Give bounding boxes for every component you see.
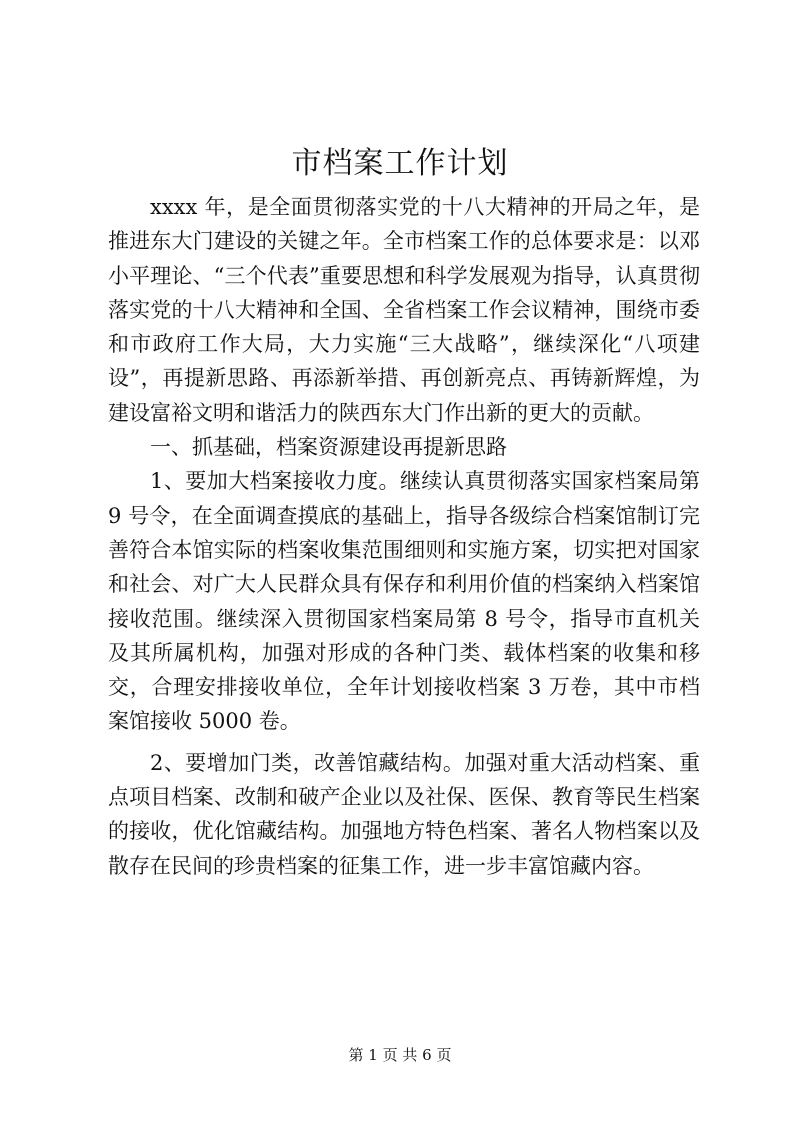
section-heading: 一、抓基础，档案资源建设再提新思路 — [150, 435, 507, 460]
item-1-paragraph: 1、要加大档案接收力度。继续认真贯彻落实国家档案局第 9 号令，在全面调查摸底的基础上，指导各级综合档案馆制订完善符合本馆实际的档案收集范围细则和实施方案，切实把对国家和社会、对广大人民群众具有保存和利用价值的档案纳入档案馆接收范围。继续深入贯彻国家档案局第 8 号令，指导市直机关及其所属机构，加强对形成的各种门类、载体档案的收集和移交，合理安排接收单位，全年计划接收档案 3 万卷，其中市档案馆接收 5000 卷。 — [108, 469, 700, 734]
item-2-paragraph: 2、要增加门类，改善馆藏结构。加强对重大活动档案、重点项目档案、改制和破产企业以及社保、医保、教育等民生档案的接收，优化馆藏结构。加强地方特色档案、著名人物档案以及散存在民间的珍贵档案的征集工作，进一步丰富馆藏内容。 — [108, 750, 700, 878]
page-number-footer: 第 1 页 共 6 页 — [348, 1046, 452, 1064]
document-body — [108, 190, 700, 883]
document-title: 市档案工作计划 — [291, 146, 509, 181]
intro-paragraph: xxxx 年，是全面贯彻落实党的十八大精神的开局之年，是推进东大门建设的关键之年。全市档案工作的总体要求是：以邓小平理论、“三个代表”重要思想和科学发展观为指导，认真贯彻落实党的十八大精神和全国、全省档案工作会议精神，围绕市委和市政府工作大局，大力实施“三大战略”，继续深化“八项建设”，再提新思路、再添新举措、再创新亮点、再铸新辉煌，为建设富裕文明和谐活力的陕西东大门作出新的更大的贡献。 — [108, 195, 700, 425]
